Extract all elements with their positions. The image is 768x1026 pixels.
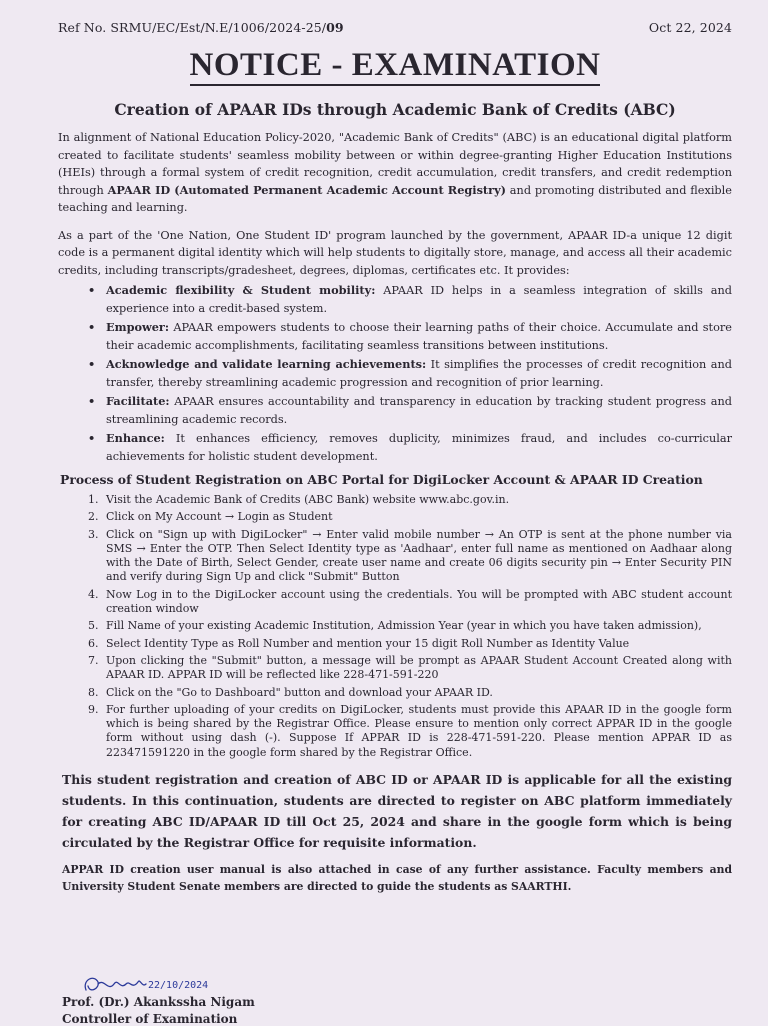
- benefits-list: [58, 282, 732, 465]
- list-item: 7. Upon clicking the "Submit" button, a message will be prompt as APAAR Student Account Created along with APAAR ID. APPAR ID will be reflected like 228-471-591-220: [88, 653, 732, 682]
- list-item: 5. Fill Name of your existing Academic Institution, Admission Year (year in which you have taken admission),: [88, 619, 702, 633]
- signatory-role: Controller of Examination: [62, 1012, 238, 1026]
- registration-steps: [58, 493, 732, 760]
- manual-paragraph: APPAR ID creation user manual is also attached in case of any further assistance. Faculty members and University Student Senate members are directed to guide the students as SAARTHI.: [62, 863, 732, 894]
- list-item: • Enhance: It enhances efficiency, removes duplicity, minimizes fraud, and includes co-curricular achievements for holistic student development.: [106, 430, 732, 465]
- list-item: • Facilitate: APAAR ensures accountability and transparency in education by tracking student progress and streamlining academic records.: [106, 393, 732, 428]
- list-item: 2. Click on My Account → Login as Student: [88, 510, 333, 524]
- process-heading: Process of Student Registration on ABC Portal for DigiLocker Account & APAAR ID Creation: [60, 472, 703, 487]
- signatory-name: Prof. (Dr.) Akankssha Nigam: [62, 995, 255, 1009]
- notice-title: NOTICE - EXAMINATION: [58, 49, 732, 82]
- list-item: 1. Visit the Academic Bank of Credits (ABC Bank) website www.abc.gov.in.: [88, 493, 510, 506]
- list-item: • Acknowledge and validate learning achievements: It simplifies the processes of credit recognition and transfer, thereby streamlining academic progression and recognition of prior learning.: [106, 356, 732, 391]
- list-item: 8. Click on the "Go to Dashboard" button and download your APAAR ID.: [88, 685, 493, 699]
- list-item: 9. For further uploading of your credits on DigiLocker, students must provide this APAAR ID in the google form which is being shared by the Registrar Office. Please ensure to mention only correct APPAR ID in the google form without using dash (-). Suppose If APPAR ID is 228-471-591-220. Please mention APPAR ID as 223471591220 in the google form shared by the Registrar Office.: [88, 702, 732, 759]
- program-paragraph: As a part of the 'One Nation, One Student ID' program launched by the government, APAAR ID-a unique 12 digit code is a permanent digital identity which will help students to digitally store, manage, and access all their academic credits, including transcripts/gradesheet, degrees, diplomas, certificates etc. It provides:: [58, 228, 732, 277]
- header-line: [58, 20, 732, 35]
- list-item: 3. Click on "Sign up with DigiLocker" → Enter valid mobile number → An OTP is sent at the phone number via SMS → Enter the OTP. Then Select Identity type as 'Aadhaar', enter full name as mentioned on Aadhaar along with the Date of Birth, Select Gender, create user name and create 06 digits security pin → Enter Security PIN and verify during Sign Up and click "Submit" Button: [88, 527, 732, 584]
- list-item: 4. Now Log in to the DigiLocker account using the credentials. You will be prompted with ABC student account creation window: [88, 587, 732, 616]
- list-item: • Academic flexibility & Student mobility: APAAR ID helps in a seamless integration of skills and experience into a credit-based system.: [106, 282, 732, 317]
- notice-date: Oct 22, 2024: [648, 20, 732, 35]
- intro-paragraph: In alignment of National Education Policy-2020, "Academic Bank of Credits" (ABC) is an educational digital platform created to facilitate students' seamless mobility between or within degree-granting Higher Education Institutions (HEIs) through a formal system of credit recognition, credit accumulation, credit transfers, and credit redemption through APAAR ID (Automated Permanent Academic Account Registry) and promoting distributed and flexible teaching and learning.: [58, 131, 732, 214]
- reference-number: Ref No. SRMU/EC/Est/N.E/1006/2024-25/09: [58, 20, 344, 35]
- signature-date: 22/10/2024: [148, 980, 209, 991]
- list-item: 6. Select Identity Type as Roll Number and mention your 15 digit Roll Number as Identity Value: [88, 636, 630, 650]
- list-item: • Empower: APAAR empowers students to choose their learning paths of their choice. Accumulate and store their academic accomplishments, facilitating seamless transitions between institutions.: [106, 319, 732, 354]
- directive-paragraph: This student registration and creation of ABC ID or APAAR ID is applicable for all the existing students. In this continuation, students are directed to register on ABC platform immediately for creating ABC ID/APAAR ID till Oct 25, 2024 and share in the google form which is being circulated by the Registrar Office for requisite information.: [62, 772, 732, 851]
- notice-subtitle: Creation of APAAR IDs through Academic Bank of Credits (ABC): [114, 100, 676, 119]
